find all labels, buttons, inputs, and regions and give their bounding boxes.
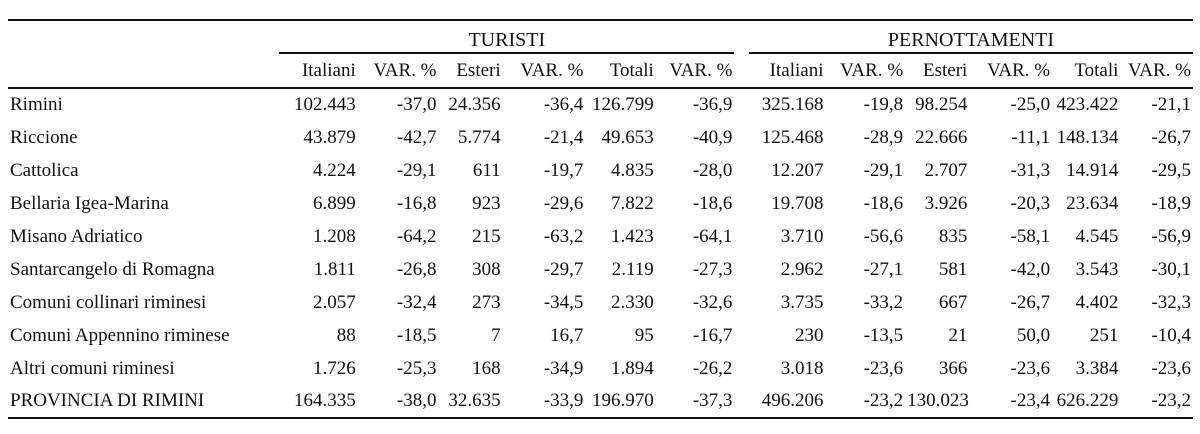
- table-cell: 2.119: [611, 258, 654, 280]
- row-label: Cattolica: [10, 159, 79, 181]
- table-cell: -34,5: [543, 291, 584, 313]
- row-label: PROVINCIA DI RIMINI: [8, 385, 279, 418]
- table-cell: 923: [472, 192, 501, 214]
- table-cell: 126.799: [592, 94, 654, 115]
- table-row: [8, 88, 1193, 121]
- column-header: Italiani: [749, 53, 826, 88]
- table-cell: 4.224: [313, 159, 356, 181]
- table-cell: 251: [1089, 324, 1119, 346]
- table-cell: -11,1: [1011, 126, 1051, 148]
- table-cell: -28,0: [692, 159, 733, 181]
- header-blank: [8, 21, 279, 53]
- group-header-row: [8, 21, 1193, 53]
- table-cell: 16,7: [550, 324, 584, 346]
- group-header-pernottamenti: PERNOTTAMENTI: [749, 21, 1193, 53]
- table-cell: -27,3: [692, 258, 733, 280]
- table-cell: 50,0: [1016, 324, 1051, 346]
- table-cell: -26,7: [1151, 126, 1191, 148]
- table-cell: 2.707: [924, 159, 968, 181]
- table-row: [8, 352, 1193, 385]
- column-header: VAR. %: [358, 53, 439, 88]
- table-cell: 423.422: [1056, 94, 1119, 115]
- table-cell: 3.543: [1075, 258, 1119, 280]
- column-header: VAR. %: [503, 53, 586, 88]
- table-cell: -20,3: [1010, 192, 1051, 214]
- table-cell: -29,6: [543, 192, 584, 214]
- table-cell: -42,7: [396, 126, 437, 148]
- table-cell: 23.634: [1066, 192, 1119, 214]
- column-gap: [734, 220, 748, 253]
- table-cell: -29,1: [863, 159, 904, 181]
- row-label: Santarcangelo di Romagna: [10, 258, 215, 280]
- table-cell: -36,4: [543, 94, 584, 115]
- table-cell: 196.970: [585, 385, 655, 418]
- column-gap: [734, 385, 748, 418]
- table-cell: -18,6: [863, 192, 904, 214]
- table-row: [8, 253, 1193, 286]
- table-cell: 215: [472, 225, 501, 247]
- table-row: [8, 154, 1193, 187]
- table-cell: 3.710: [780, 225, 824, 247]
- table-cell: -21,4: [543, 126, 584, 148]
- table-cell: -26,8: [396, 258, 437, 280]
- table-body: [8, 88, 1193, 418]
- table-row: [8, 187, 1193, 220]
- group-gap: [734, 21, 748, 53]
- table-cell: 102.443: [294, 94, 356, 115]
- column-header-gap: [734, 53, 748, 88]
- table-cell: -23,4: [969, 385, 1052, 418]
- table-cell: -32,3: [1151, 291, 1191, 313]
- table-cell: -33,2: [863, 291, 904, 313]
- table-cell: -38,0: [358, 385, 439, 418]
- table-row: [8, 319, 1193, 352]
- column-header: VAR. %: [656, 53, 735, 88]
- column-header-blank: [8, 53, 279, 88]
- table-cell: 626.229: [1052, 385, 1120, 418]
- table-cell: -32,4: [396, 291, 437, 313]
- tourism-statistics-table: [8, 19, 1193, 419]
- table-cell: -56,9: [1151, 225, 1191, 247]
- table-cell: -29,1: [396, 159, 437, 181]
- table-cell: -21,1: [1151, 94, 1191, 115]
- table-cell: 148.134: [1056, 126, 1119, 148]
- column-gap: [734, 121, 748, 154]
- column-header-row: [8, 53, 1193, 88]
- table-cell: -25,3: [396, 357, 437, 379]
- table-cell: 1.726: [313, 357, 356, 379]
- table-cell: 3.384: [1075, 357, 1119, 379]
- table-cell: -25,0: [1010, 94, 1051, 115]
- table-cell: -16,8: [396, 192, 437, 214]
- table-cell: 496.206: [749, 385, 826, 418]
- table-cell: -63,2: [543, 225, 584, 247]
- table-row: [8, 286, 1193, 319]
- table-cell: 49.653: [601, 126, 654, 148]
- table-cell: -32,6: [692, 291, 733, 313]
- table-row: [8, 121, 1193, 154]
- table-cell: -18,6: [692, 192, 733, 214]
- row-label: Comuni collinari riminesi: [10, 291, 207, 313]
- table-cell: -23,2: [1120, 385, 1193, 418]
- table-cell: 95: [634, 324, 654, 346]
- table-cell: -64,2: [396, 225, 437, 247]
- column-gap: [734, 319, 748, 352]
- column-gap: [734, 88, 748, 121]
- table-cell: -26,2: [692, 357, 733, 379]
- column-header: VAR. %: [969, 53, 1052, 88]
- column-header: Italiani: [279, 53, 358, 88]
- column-header: Totali: [585, 53, 655, 88]
- table-cell: 22.666: [915, 126, 968, 148]
- column-header: Esteri: [905, 53, 969, 88]
- table-cell: 4.402: [1075, 291, 1119, 313]
- table-cell: 366: [938, 357, 968, 379]
- row-label: Rimini: [10, 94, 63, 115]
- table-cell: -30,1: [1151, 258, 1191, 280]
- table-cell: 24.356: [448, 94, 501, 115]
- table-cell: 130.023: [905, 385, 969, 418]
- table-cell: 667: [938, 291, 968, 313]
- table-cell: -29,7: [543, 258, 584, 280]
- table-cell: -27,1: [863, 258, 904, 280]
- table-cell: -40,9: [692, 126, 733, 148]
- table-cell: -34,9: [543, 357, 584, 379]
- table-cell: -19,8: [863, 94, 904, 115]
- column-gap: [734, 352, 748, 385]
- table-cell: -36,9: [692, 94, 733, 115]
- table-cell: -37,0: [396, 94, 437, 115]
- table-cell: 2.330: [611, 291, 654, 313]
- table-row: [8, 385, 1193, 418]
- table-cell: 32.635: [438, 385, 502, 418]
- table-cell: 164.335: [279, 385, 358, 418]
- table-cell: 4.835: [611, 159, 654, 181]
- column-gap: [734, 154, 748, 187]
- table-cell: -56,6: [863, 225, 904, 247]
- table-cell: 4.545: [1075, 225, 1119, 247]
- table-cell: -13,5: [863, 324, 904, 346]
- table-cell: -23,6: [1010, 357, 1051, 379]
- table-cell: -42,0: [1010, 258, 1051, 280]
- table-cell: -33,9: [503, 385, 586, 418]
- table-cell: -23,2: [825, 385, 905, 418]
- table-cell: 125.468: [761, 126, 824, 148]
- column-header: VAR. %: [1120, 53, 1193, 88]
- table-row: [8, 220, 1193, 253]
- table-cell: -10,4: [1151, 324, 1191, 346]
- row-label: Altri comuni riminesi: [10, 357, 175, 379]
- table-cell: 325.168: [761, 94, 824, 115]
- table-cell: -64,1: [692, 225, 733, 247]
- table-cell: 6.899: [313, 192, 356, 214]
- column-header: Totali: [1052, 53, 1120, 88]
- table-cell: -18,5: [396, 324, 437, 346]
- group-header-turisti: TURISTI: [279, 21, 734, 53]
- table-cell: -23,6: [863, 357, 904, 379]
- table-cell: 230: [794, 324, 824, 346]
- table-cell: 581: [938, 258, 968, 280]
- table-cell: -28,9: [863, 126, 904, 148]
- table-cell: -16,7: [692, 324, 733, 346]
- table-cell: 1.208: [313, 225, 356, 247]
- table-cell: 308: [472, 258, 501, 280]
- table-cell: 7: [491, 324, 501, 346]
- table-cell: 1.811: [313, 258, 356, 280]
- row-label: Riccione: [10, 126, 78, 148]
- table-cell: 43.879: [303, 126, 356, 148]
- table-cell: 611: [472, 159, 501, 181]
- table-cell: 14.914: [1066, 159, 1119, 181]
- table-cell: 19.708: [771, 192, 824, 214]
- table-cell: -58,1: [1010, 225, 1051, 247]
- row-label: Bellaria Igea-Marina: [10, 192, 169, 214]
- table-cell: 2.962: [780, 258, 824, 280]
- table-cell: 835: [938, 225, 968, 247]
- table-cell: -19,7: [543, 159, 584, 181]
- table-cell: -23,6: [1151, 357, 1191, 379]
- table-cell: 3.018: [780, 357, 824, 379]
- table-cell: 3.926: [924, 192, 968, 214]
- table-cell: 3.735: [780, 291, 824, 313]
- row-label: Misano Adriatico: [10, 225, 143, 247]
- table-cell: 1.423: [611, 225, 654, 247]
- column-gap: [734, 286, 748, 319]
- table-cell: -18,9: [1151, 192, 1191, 214]
- table-cell: -29,5: [1151, 159, 1191, 181]
- column-header: Esteri: [438, 53, 502, 88]
- table-cell: 88: [336, 324, 356, 346]
- table-cell: 273: [472, 291, 501, 313]
- column-gap: [734, 187, 748, 220]
- column-header: VAR. %: [825, 53, 905, 88]
- table-cell: 5.774: [457, 126, 501, 148]
- table-cell: 98.254: [915, 94, 968, 115]
- table-cell: 21: [948, 324, 968, 346]
- table-cell: 168: [472, 357, 501, 379]
- table-cell: -37,3: [656, 385, 735, 418]
- row-label: Comuni Appennino riminese: [10, 324, 230, 346]
- table-cell: -26,7: [1010, 291, 1051, 313]
- table-cell: 12.207: [771, 159, 824, 181]
- table-cell: -31,3: [1010, 159, 1051, 181]
- table-cell: 2.057: [313, 291, 356, 313]
- column-gap: [734, 253, 748, 286]
- table-cell: 1.894: [611, 357, 654, 379]
- table-cell: 7.822: [611, 192, 654, 214]
